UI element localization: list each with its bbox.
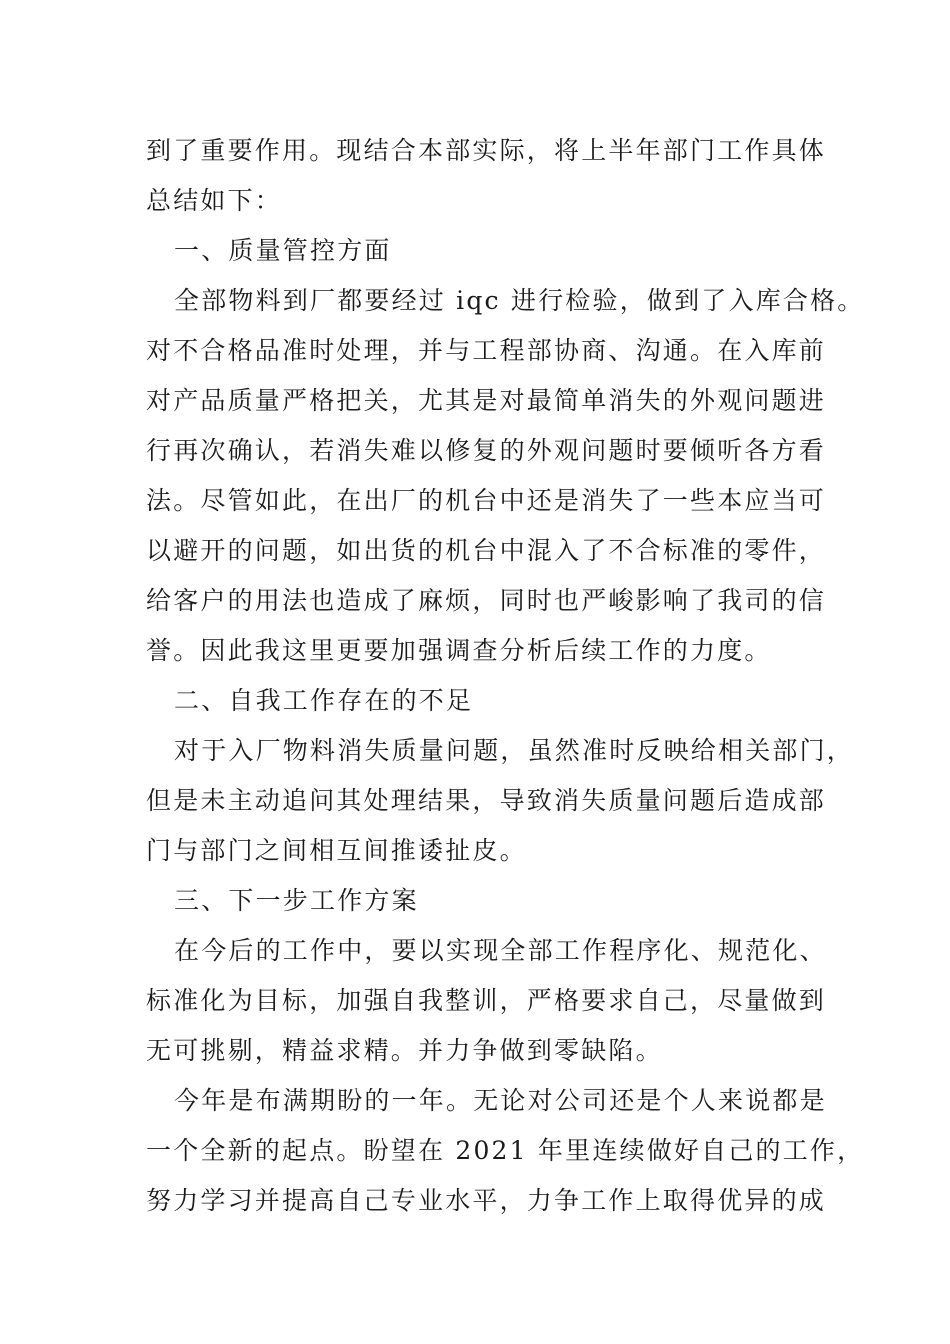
text-line: 全部物料到厂都要经过 iqc 进行检验，做到了入库合格。 [174,286,865,315]
text-line: 誉。因此我这里更要加强调查分析后续工作的力度。 [146,636,772,665]
section-heading: 三、下一步工作方案 [174,886,419,915]
text-line: 标准化为目标，加强自我整训，严格要求自己，尽量做到 [146,986,827,1015]
document-body [146,126,865,1226]
text-line: 在今后的工作中，要以实现全部工作程序化、规范化、 [174,936,827,965]
section-heading: 二、自我工作存在的不足 [174,686,474,715]
text-line: 行再次确认，若消失难以修复的外观问题时要倾听各方看 [146,436,827,465]
text-line: 一个全新的起点。盼望在 2021 年里连续做好自己的工作， [146,1136,865,1165]
text-line: 但是未主动追问其处理结果，导致消失质量问题后造成部 [146,786,827,815]
text-line: 门与部门之间相互间推诿扯皮。 [146,836,527,865]
text-line: 无可挑剔，精益求精。并力争做到零缺陷。 [146,1036,663,1065]
section-heading: 一、质量管控方面 [174,236,392,265]
text-line: 对不合格品准时处理，并与工程部协商、沟通。在入库前 [146,336,827,365]
text-line: 到了重要作用。现结合本部实际，将上半年部门工作具体 [146,136,827,165]
text-line: 今年是布满期盼的一年。无论对公司还是个人来说都是 [174,1086,827,1115]
text-line: 以避开的问题，如出货的机台中混入了不合标准的零件， [146,536,827,565]
text-line: 给客户的用法也造成了麻烦，同时也严峻影响了我司的信 [146,586,827,615]
text-line: 法。尽管如此，在出厂的机台中还是消失了一些本应当可 [146,486,827,515]
text-line: 对于入厂物料消失质量问题，虽然准时反映给相关部门， [174,736,855,765]
text-line: 努力学习并提高自己专业水平，力争工作上取得优异的成 [146,1186,827,1215]
text-line: 对产品质量严格把关，尤其是对最简单消失的外观问题进 [146,386,827,415]
text-line: 总结如下： [146,186,283,215]
